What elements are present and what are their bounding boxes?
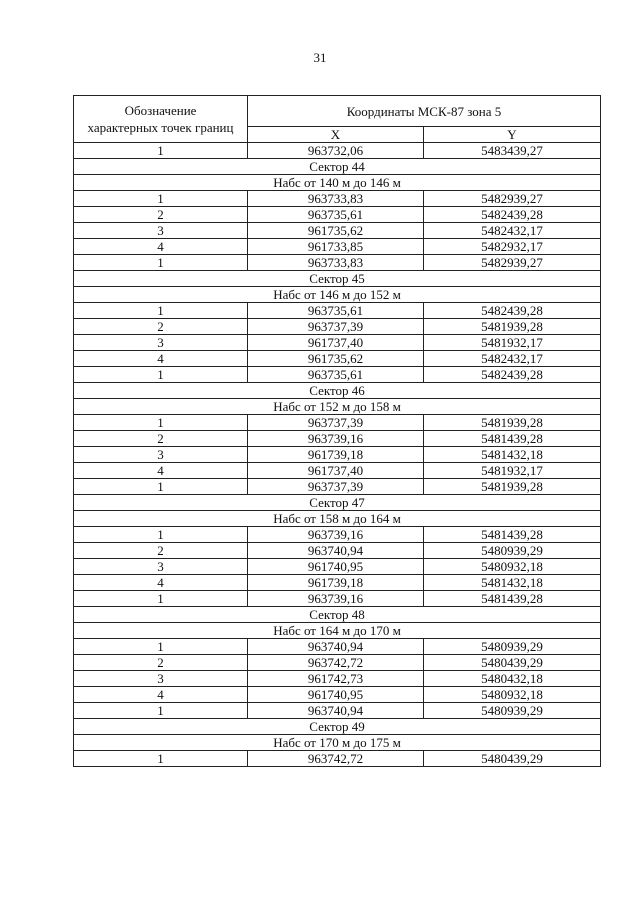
section-title-row bbox=[74, 623, 601, 639]
table-row bbox=[74, 303, 601, 319]
table-row bbox=[74, 479, 601, 495]
table-row bbox=[74, 351, 601, 367]
point-designation-header bbox=[74, 96, 248, 143]
x-coordinate-cell: 961735,62 bbox=[248, 223, 424, 239]
table-row bbox=[74, 319, 601, 335]
coordinates-system-header: Координаты МСК-87 зона 5 bbox=[248, 96, 601, 127]
table-row bbox=[74, 239, 601, 255]
section-title: Сектор 45 bbox=[74, 271, 601, 287]
y-coordinate-cell: 5481439,28 bbox=[424, 527, 601, 543]
x-coordinate-cell: 961739,18 bbox=[248, 447, 424, 463]
section-title: Набс от 158 м до 164 м bbox=[74, 511, 601, 527]
y-coordinate-cell: 5481439,28 bbox=[424, 431, 601, 447]
point-number-cell: 1 bbox=[74, 527, 248, 543]
point-number-cell: 1 bbox=[74, 143, 248, 159]
point-number-cell: 1 bbox=[74, 703, 248, 719]
table-row bbox=[74, 431, 601, 447]
x-coordinate-cell: 961735,62 bbox=[248, 351, 424, 367]
table-row bbox=[74, 207, 601, 223]
x-coordinate-cell: 961742,73 bbox=[248, 671, 424, 687]
x-coordinate-cell: 963739,16 bbox=[248, 591, 424, 607]
section-title-row bbox=[74, 383, 601, 399]
x-coordinate-cell: 963737,39 bbox=[248, 319, 424, 335]
table-row bbox=[74, 415, 601, 431]
section-title: Сектор 46 bbox=[74, 383, 601, 399]
section-title-row bbox=[74, 719, 601, 735]
y-coordinate-cell: 5480939,29 bbox=[424, 543, 601, 559]
point-number-cell: 3 bbox=[74, 671, 248, 687]
table-row bbox=[74, 671, 601, 687]
table-row bbox=[74, 527, 601, 543]
y-coordinate-cell: 5481939,28 bbox=[424, 415, 601, 431]
y-coordinate-cell: 5482439,28 bbox=[424, 367, 601, 383]
y-column-header: Y bbox=[424, 127, 601, 143]
table-row bbox=[74, 255, 601, 271]
table-row bbox=[74, 367, 601, 383]
section-title: Набс от 146 м до 152 м bbox=[74, 287, 601, 303]
section-title: Сектор 49 bbox=[74, 719, 601, 735]
y-coordinate-cell: 5482939,27 bbox=[424, 255, 601, 271]
coordinates-table bbox=[73, 95, 601, 767]
point-number-cell: 1 bbox=[74, 255, 248, 271]
x-coordinate-cell: 963735,61 bbox=[248, 207, 424, 223]
point-number-cell: 3 bbox=[74, 223, 248, 239]
point-number-cell: 3 bbox=[74, 335, 248, 351]
x-coordinate-cell: 963740,94 bbox=[248, 639, 424, 655]
point-number-cell: 4 bbox=[74, 351, 248, 367]
y-coordinate-cell: 5482432,17 bbox=[424, 351, 601, 367]
section-title: Набс от 170 м до 175 м bbox=[74, 735, 601, 751]
point-number-cell: 1 bbox=[74, 751, 248, 767]
point-designation-header-line1: Обозначение bbox=[124, 103, 197, 118]
section-title-row bbox=[74, 159, 601, 175]
table-row bbox=[74, 143, 601, 159]
x-coordinate-cell: 963742,72 bbox=[248, 751, 424, 767]
section-title: Набс от 152 м до 158 м bbox=[74, 399, 601, 415]
point-number-cell: 1 bbox=[74, 303, 248, 319]
section-title: Сектор 44 bbox=[74, 159, 601, 175]
point-number-cell: 1 bbox=[74, 479, 248, 495]
point-number-cell: 1 bbox=[74, 367, 248, 383]
point-number-cell: 3 bbox=[74, 447, 248, 463]
table-row bbox=[74, 543, 601, 559]
section-title-row bbox=[74, 511, 601, 527]
y-coordinate-cell: 5481939,28 bbox=[424, 319, 601, 335]
table-row bbox=[74, 191, 601, 207]
section-title-row bbox=[74, 399, 601, 415]
point-number-cell: 4 bbox=[74, 463, 248, 479]
x-coordinate-cell: 961733,85 bbox=[248, 239, 424, 255]
y-coordinate-cell: 5480932,18 bbox=[424, 687, 601, 703]
table-row bbox=[74, 223, 601, 239]
y-coordinate-cell: 5481432,18 bbox=[424, 447, 601, 463]
x-coordinate-cell: 961737,40 bbox=[248, 335, 424, 351]
x-coordinate-cell: 963739,16 bbox=[248, 527, 424, 543]
x-coordinate-cell: 963733,83 bbox=[248, 191, 424, 207]
x-coordinate-cell: 963737,39 bbox=[248, 479, 424, 495]
y-coordinate-cell: 5482932,17 bbox=[424, 239, 601, 255]
y-coordinate-cell: 5480432,18 bbox=[424, 671, 601, 687]
y-coordinate-cell: 5482939,27 bbox=[424, 191, 601, 207]
table-row bbox=[74, 639, 601, 655]
table-row bbox=[74, 591, 601, 607]
section-title: Набс от 140 м до 146 м bbox=[74, 175, 601, 191]
section-title-row bbox=[74, 271, 601, 287]
y-coordinate-cell: 5480439,29 bbox=[424, 655, 601, 671]
y-coordinate-cell: 5481932,17 bbox=[424, 463, 601, 479]
table-row bbox=[74, 751, 601, 767]
table-row bbox=[74, 335, 601, 351]
x-coordinate-cell: 963740,94 bbox=[248, 703, 424, 719]
y-coordinate-cell: 5481939,28 bbox=[424, 479, 601, 495]
point-number-cell: 2 bbox=[74, 655, 248, 671]
y-coordinate-cell: 5482439,28 bbox=[424, 207, 601, 223]
table-body bbox=[74, 143, 601, 767]
table-row bbox=[74, 447, 601, 463]
y-coordinate-cell: 5480939,29 bbox=[424, 639, 601, 655]
y-coordinate-cell: 5483439,27 bbox=[424, 143, 601, 159]
point-number-cell: 1 bbox=[74, 591, 248, 607]
point-number-cell: 4 bbox=[74, 575, 248, 591]
y-coordinate-cell: 5480439,29 bbox=[424, 751, 601, 767]
point-number-cell: 2 bbox=[74, 319, 248, 335]
y-coordinate-cell: 5481439,28 bbox=[424, 591, 601, 607]
section-title: Сектор 48 bbox=[74, 607, 601, 623]
y-coordinate-cell: 5481432,18 bbox=[424, 575, 601, 591]
table-row bbox=[74, 575, 601, 591]
point-number-cell: 3 bbox=[74, 559, 248, 575]
x-coordinate-cell: 963739,16 bbox=[248, 431, 424, 447]
x-coordinate-cell: 963740,94 bbox=[248, 543, 424, 559]
point-number-cell: 2 bbox=[74, 207, 248, 223]
section-title-row bbox=[74, 175, 601, 191]
table-row bbox=[74, 463, 601, 479]
section-title: Сектор 47 bbox=[74, 495, 601, 511]
x-coordinate-cell: 961740,95 bbox=[248, 687, 424, 703]
y-coordinate-cell: 5481932,17 bbox=[424, 335, 601, 351]
point-number-cell: 1 bbox=[74, 191, 248, 207]
y-coordinate-cell: 5480939,29 bbox=[424, 703, 601, 719]
x-coordinate-cell: 963735,61 bbox=[248, 367, 424, 383]
x-coordinate-cell: 963742,72 bbox=[248, 655, 424, 671]
point-number-cell: 2 bbox=[74, 543, 248, 559]
y-coordinate-cell: 5482432,17 bbox=[424, 223, 601, 239]
table-row bbox=[74, 559, 601, 575]
point-number-cell: 1 bbox=[74, 639, 248, 655]
point-number-cell: 1 bbox=[74, 415, 248, 431]
x-coordinate-cell: 961740,95 bbox=[248, 559, 424, 575]
point-number-cell: 4 bbox=[74, 239, 248, 255]
y-coordinate-cell: 5480932,18 bbox=[424, 559, 601, 575]
x-coordinate-cell: 961739,18 bbox=[248, 575, 424, 591]
table-row bbox=[74, 687, 601, 703]
section-title: Набс от 164 м до 170 м bbox=[74, 623, 601, 639]
section-title-row bbox=[74, 495, 601, 511]
x-column-header: X bbox=[248, 127, 424, 143]
section-title-row bbox=[74, 607, 601, 623]
table-row bbox=[74, 655, 601, 671]
point-designation-header-line2: характерных точек границ bbox=[87, 120, 234, 135]
section-title-row bbox=[74, 735, 601, 751]
point-number-cell: 4 bbox=[74, 687, 248, 703]
section-title-row bbox=[74, 287, 601, 303]
page-number: 31 bbox=[313, 50, 327, 65]
table-row bbox=[74, 703, 601, 719]
x-coordinate-cell: 963732,06 bbox=[248, 143, 424, 159]
x-coordinate-cell: 963733,83 bbox=[248, 255, 424, 271]
x-coordinate-cell: 963737,39 bbox=[248, 415, 424, 431]
x-coordinate-cell: 963735,61 bbox=[248, 303, 424, 319]
x-coordinate-cell: 961737,40 bbox=[248, 463, 424, 479]
table-header bbox=[74, 96, 601, 143]
point-number-cell: 2 bbox=[74, 431, 248, 447]
y-coordinate-cell: 5482439,28 bbox=[424, 303, 601, 319]
